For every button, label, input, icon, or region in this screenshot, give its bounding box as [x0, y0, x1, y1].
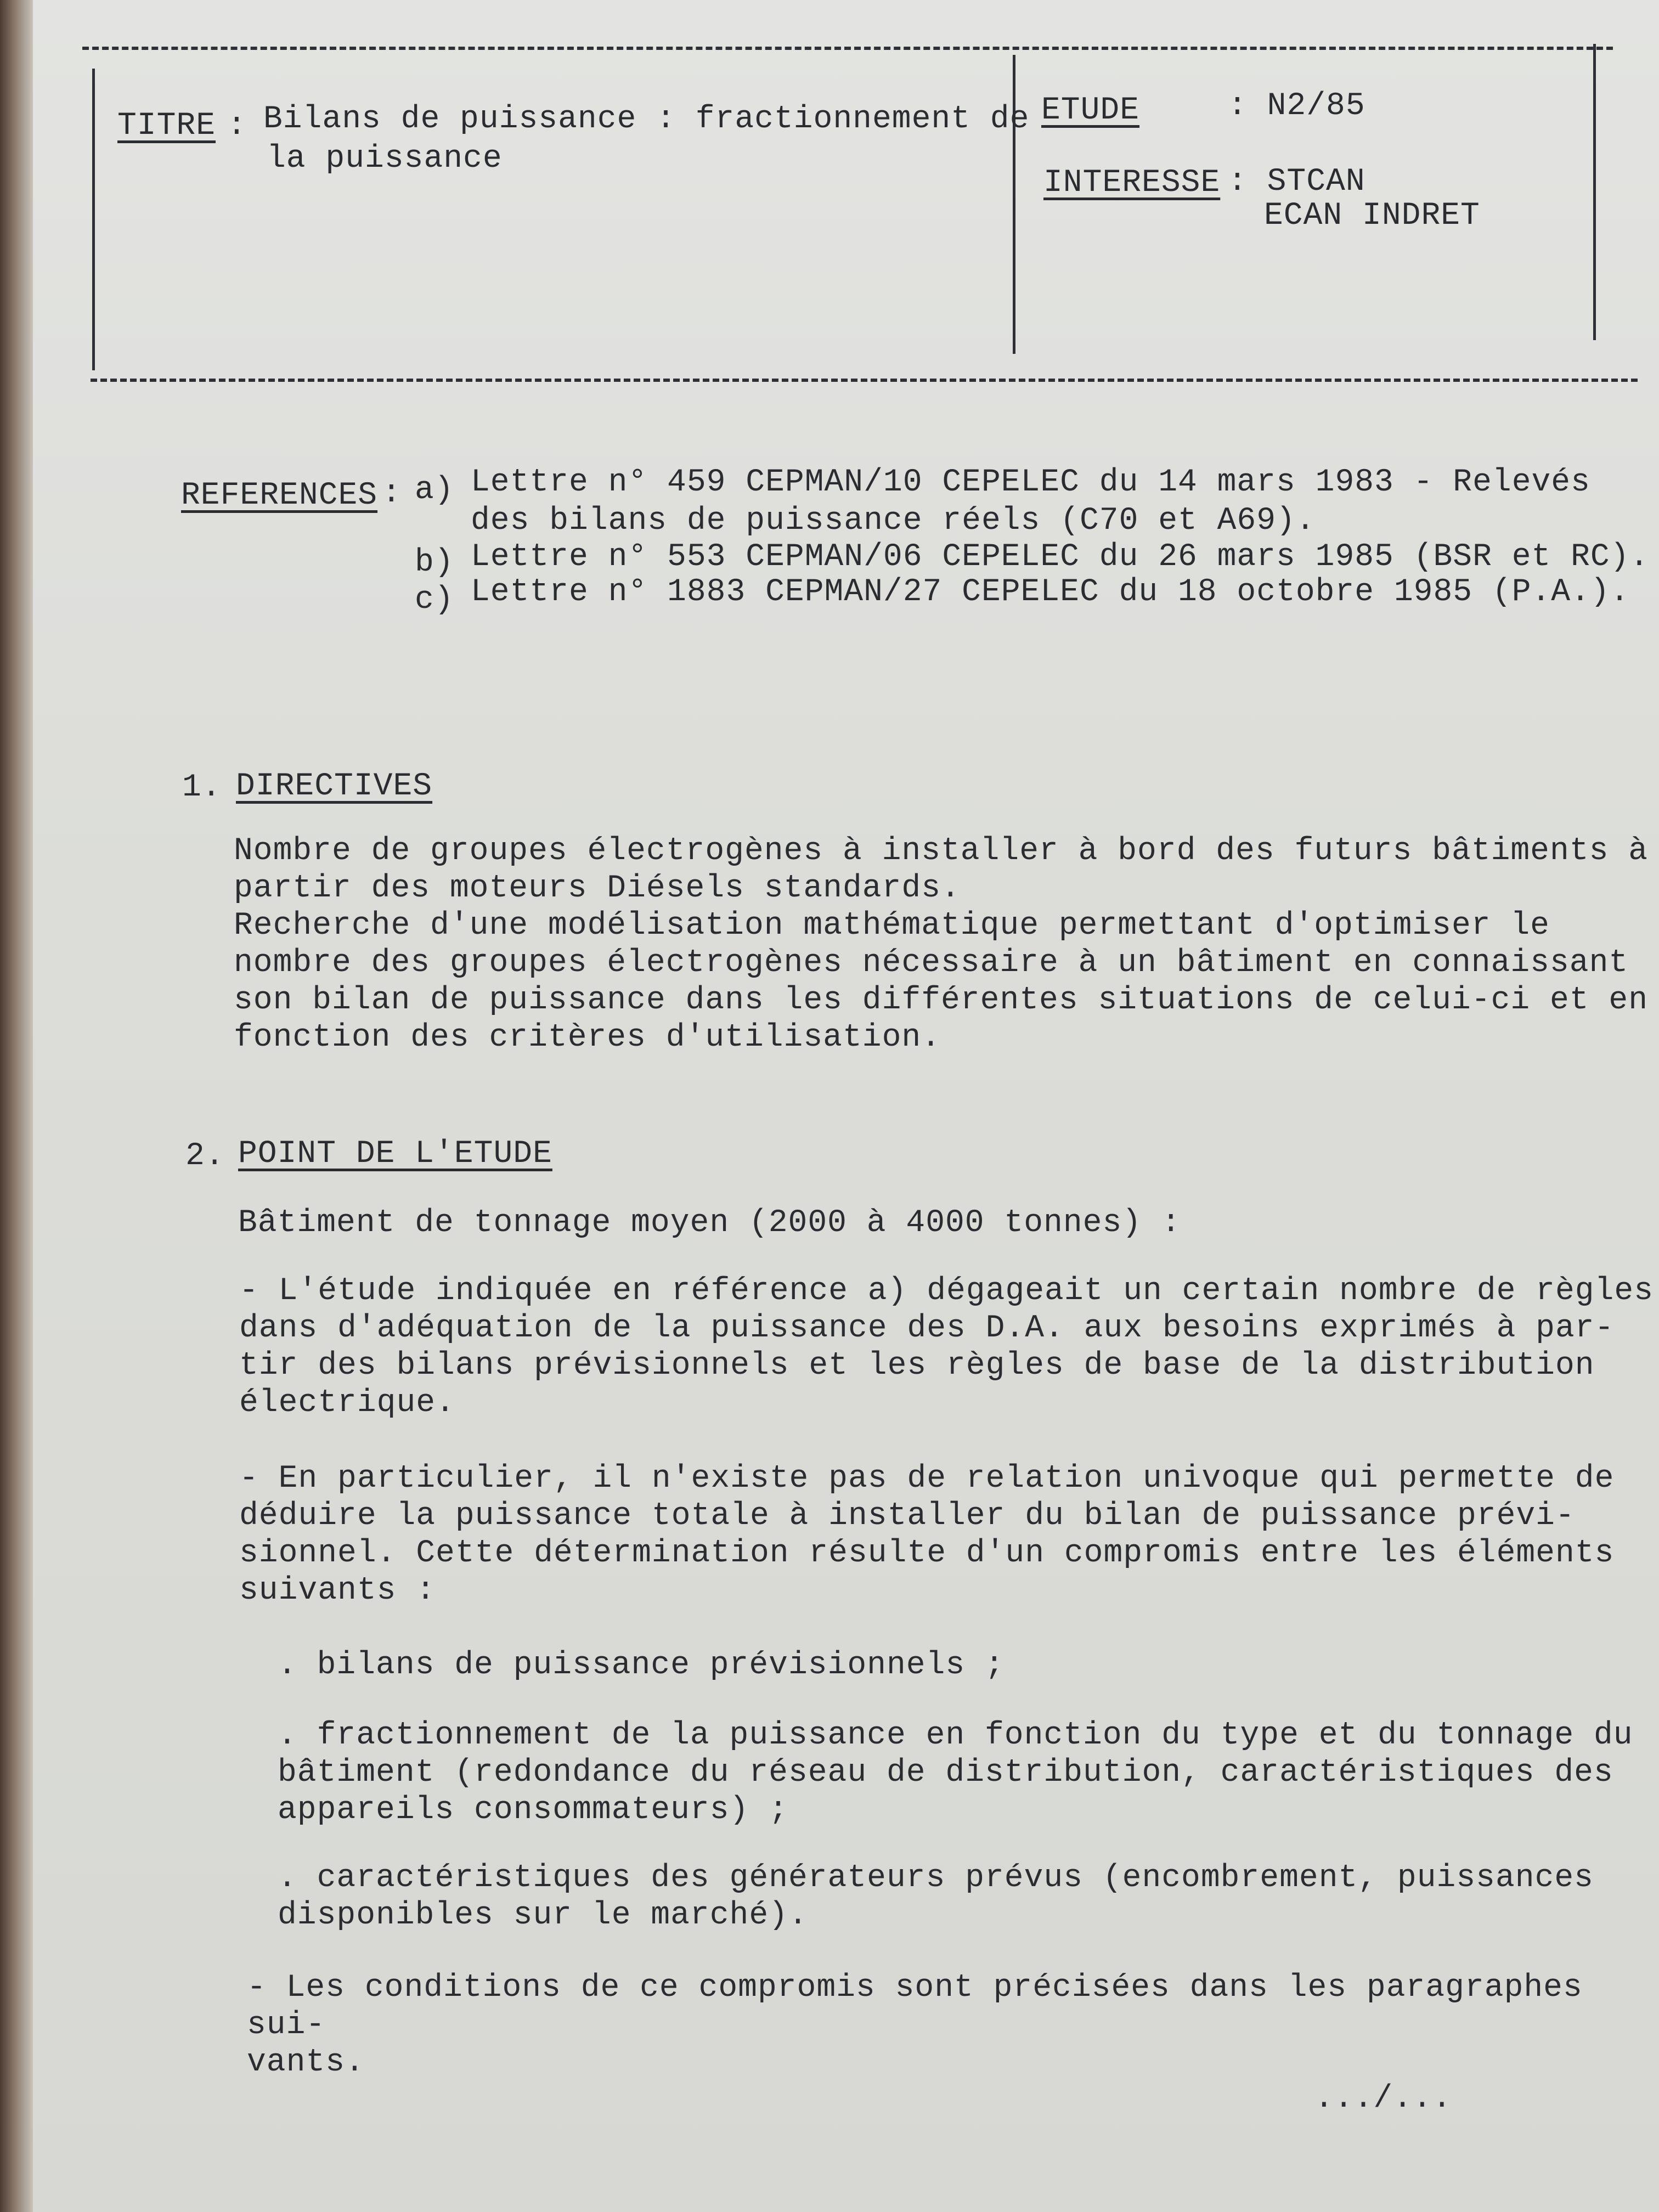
section-2-dash-3: - Les conditions de ce compromis sont précisées dans les paragraphes sui- vants.: [247, 1970, 1583, 2080]
section-2-title: POINT DE L'ETUDE: [238, 1136, 552, 1172]
reference-c-line-1: Lettre n° 1883 CEPMAN/27 CEPELEC du 18 octobre 1985 (P.A.).: [471, 574, 1630, 610]
section-1-body: Nombre de groupes électrogènes à installer à bord des futurs bâtiments à partir des moteurs Diésels standards. Recherche d'une modélisation mathématique permettant d'optimiser le nombre des groupes électrogènes nécessaire à un bâtiment en connaissant son bilan de puissance dans les différentes situations de celui-ci et en fonction des critères d'utilisation.: [234, 833, 1649, 1056]
interesse-label: INTERESSE: [1043, 165, 1221, 201]
document-page: [33, 0, 1659, 2212]
section-2-intro: Bâtiment de tonnage moyen (2000 à 4000 tonnes) :: [238, 1205, 1181, 1241]
interesse-value-1: : STCAN: [1228, 164, 1365, 200]
titre-line-1: Bilans de puissance : fractionnement de: [263, 101, 1030, 137]
reference-a-marker: a): [415, 472, 454, 508]
etude-label: ETUDE: [1041, 93, 1140, 128]
interesse-value-2: ECAN INDRET: [1264, 198, 1480, 234]
references-separator: :: [382, 476, 402, 511]
section-2-bullet-2: . fractionnement de la puissance en fonction du type et du tonnage du bâtiment (redondance du réseau de distribution, caractéristiques des appareils consommateurs) ;: [278, 1718, 1633, 1828]
header-right-border: [1593, 44, 1596, 340]
reference-b-line-1: Lettre n° 553 CEPMAN/06 CEPELEC du 26 mars 1985 (BSR et RC).: [471, 539, 1650, 575]
book-binding-edge: [0, 0, 33, 2212]
section-2-bullet-3: . caractéristiques des générateurs prévus (encombrement, puissances disponibles sur le marché).: [278, 1860, 1594, 1933]
section-2-bullet-1: . bilans de puissance prévisionnels ;: [278, 1647, 1005, 1683]
titre-separator: :: [227, 108, 247, 144]
continuation-mark: .../...: [1314, 2081, 1452, 2117]
etude-value: : N2/85: [1228, 88, 1365, 124]
reference-a-line-2: des bilans de puissance réels (C70 et A69).: [471, 503, 1316, 539]
header-divider: [1013, 55, 1015, 354]
header-left-border: [92, 69, 95, 370]
header-top-rule: [82, 47, 1613, 50]
titre-line-2: la puissance: [267, 141, 503, 177]
section-1-title: DIRECTIVES: [236, 769, 433, 804]
titre-label: TITRE: [117, 108, 216, 144]
reference-b-marker: b): [415, 545, 454, 580]
section-2-number: 2.: [185, 1138, 225, 1174]
reference-a-line-1: Lettre n° 459 CEPMAN/10 CEPELEC du 14 mars 1983 - Relevés: [471, 465, 1590, 500]
section-2-dash-2: - En particulier, il n'existe pas de relation univoque qui permette de déduire la puissance totale à installer du bilan de puissance prévi- sionnel. Cette détermination résulte d'un compromis entre les éléments suivants :: [239, 1461, 1615, 1609]
section-2-dash-1: - L'étude indiquée en référence a) dégageait un certain nombre de règles dans d'adéquation de la puissance des D.A. aux besoins exprimés à par- tir des bilans prévisionnels et les règles de base de la distribution électrique.: [239, 1273, 1654, 1421]
references-label: REFERENCES: [181, 478, 378, 514]
section-1-number: 1.: [182, 770, 222, 805]
header-bottom-rule: [91, 379, 1638, 382]
reference-c-marker: c): [415, 582, 454, 618]
